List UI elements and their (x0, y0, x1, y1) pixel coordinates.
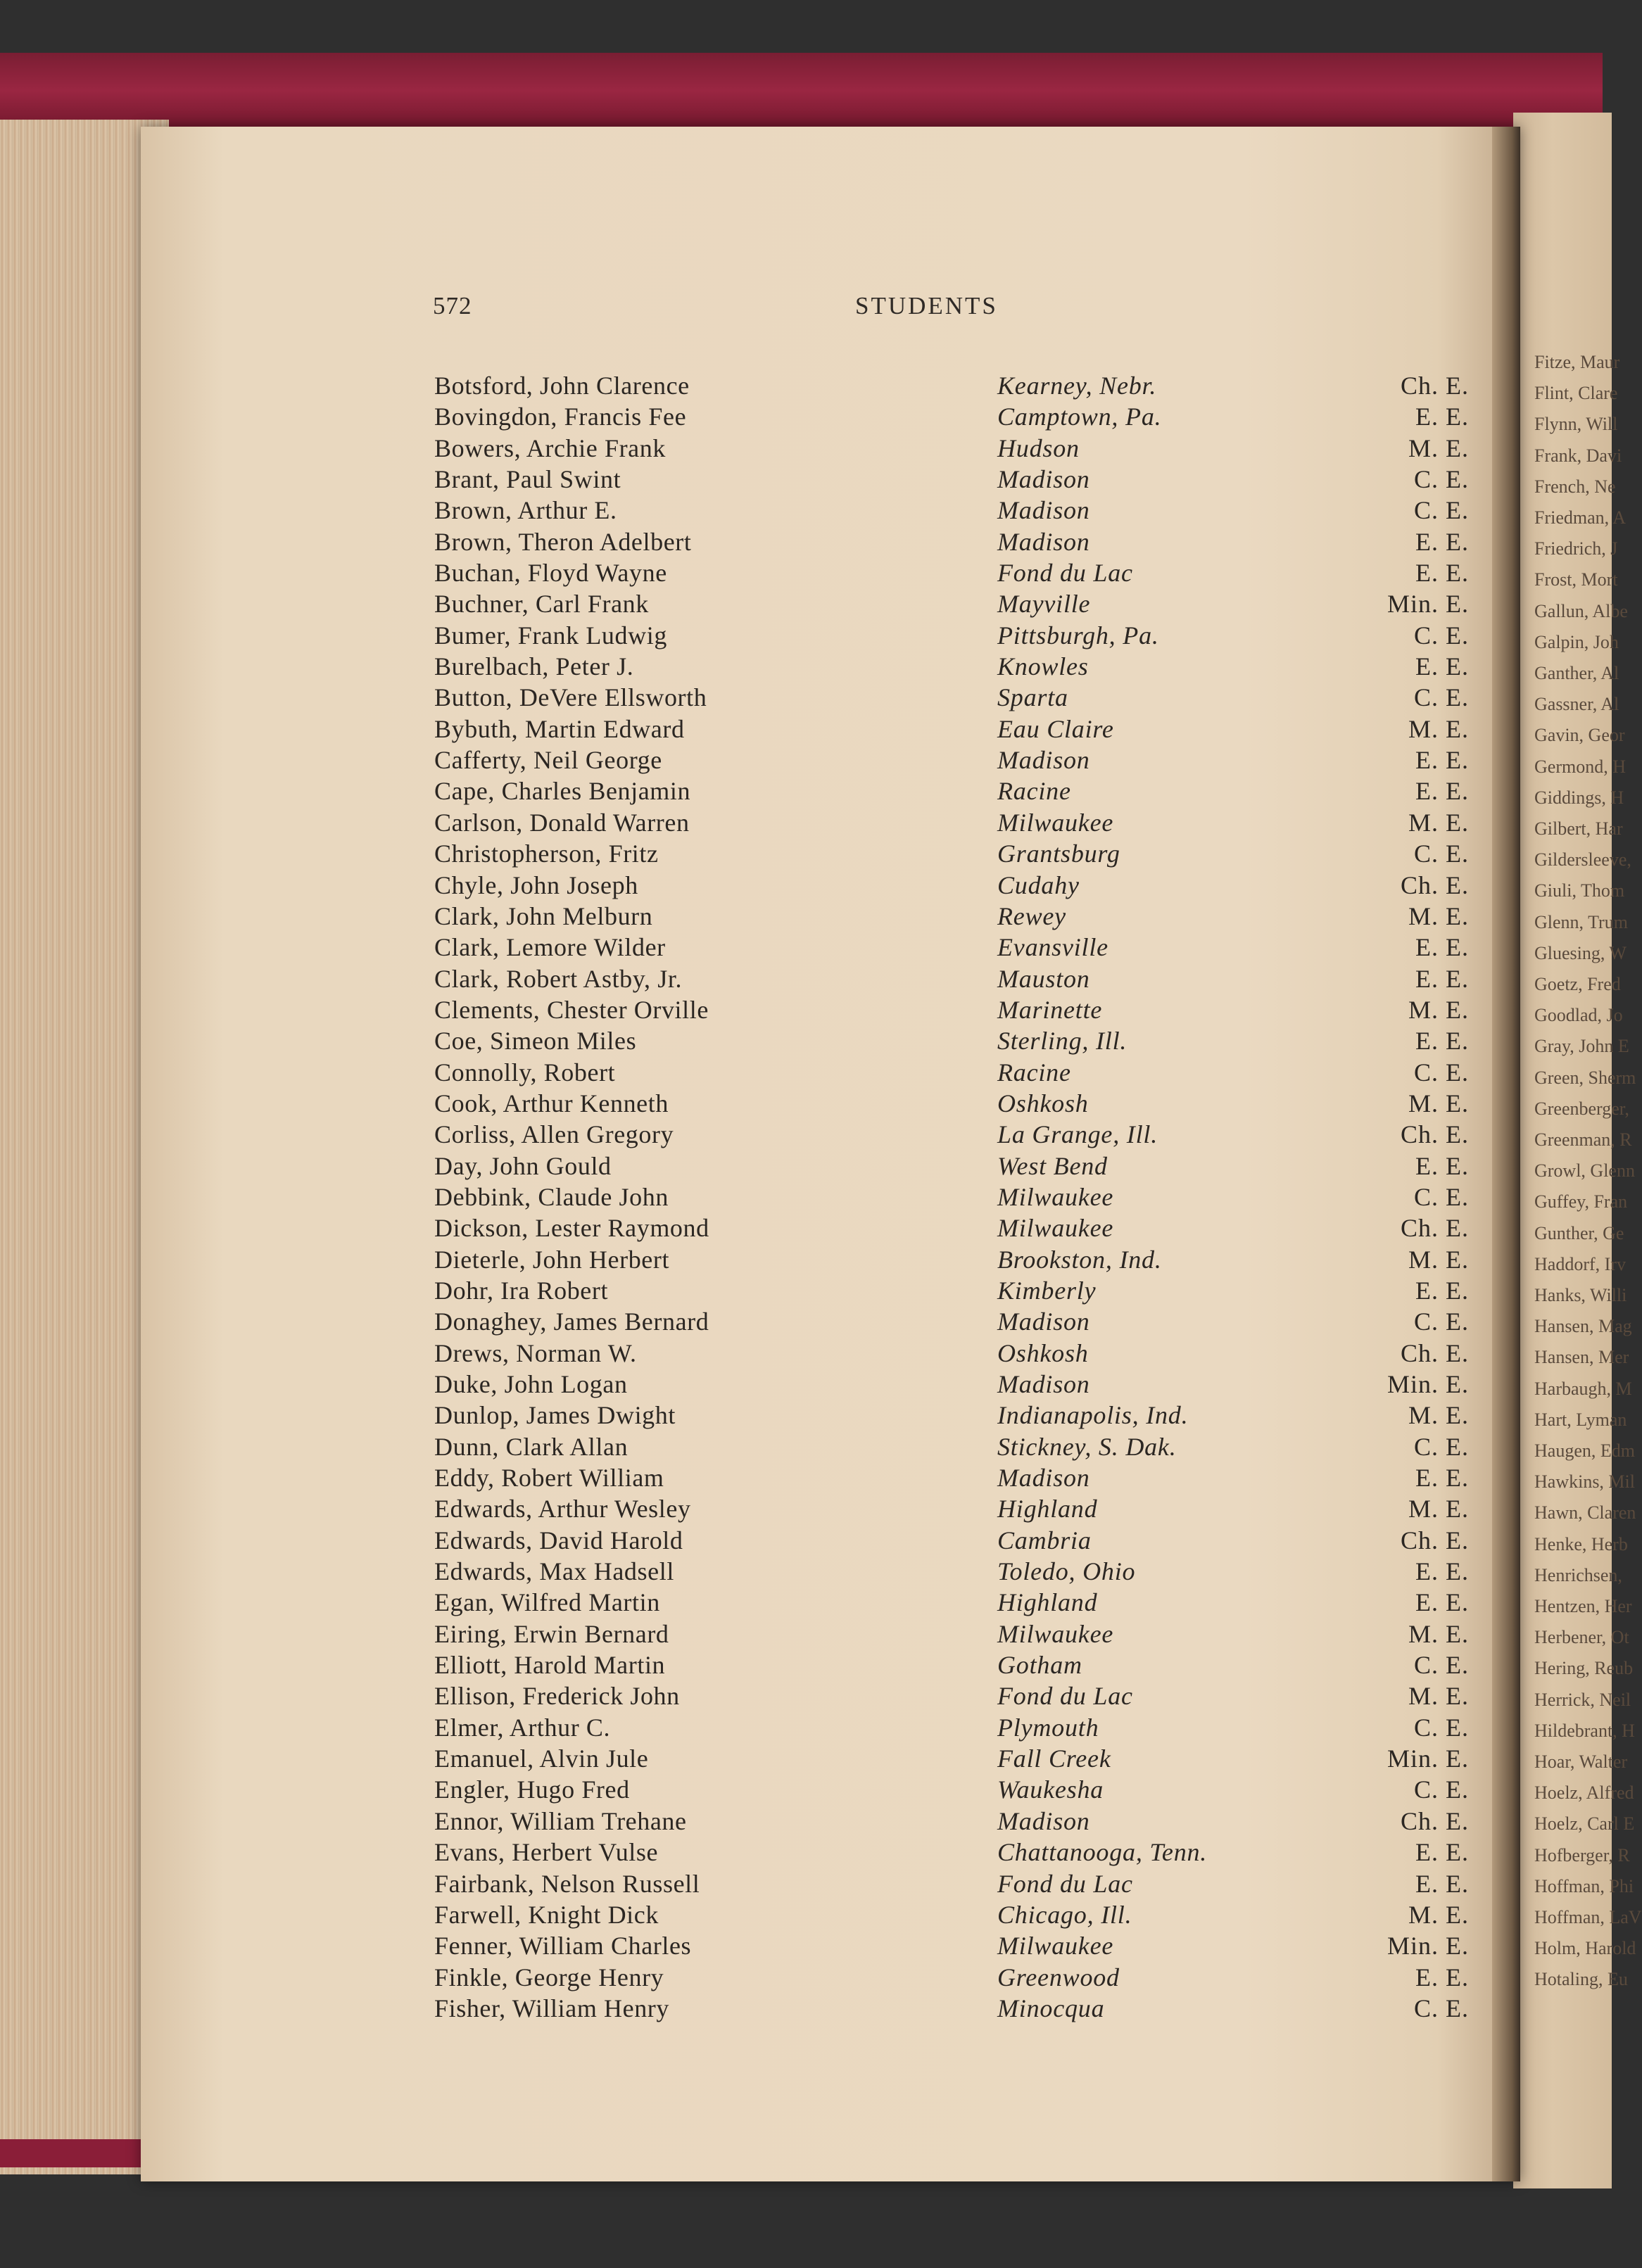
student-hometown: Kimberly (997, 1276, 1097, 1305)
student-name: Fairbank, Nelson Russell (434, 1869, 700, 1898)
student-entry (434, 836, 1469, 867)
student-degree: Min. E. (1387, 1744, 1469, 1773)
student-entry (434, 680, 1469, 711)
student-hometown: Cudahy (997, 870, 1080, 899)
student-name: Corliss, Allen Gregory (434, 1120, 674, 1149)
student-name: Coe, Simeon Miles (434, 1027, 637, 1056)
student-hometown: Milwaukee (997, 1619, 1114, 1648)
student-degree: Ch. E. (1400, 1214, 1469, 1243)
student-degree: E. E. (1415, 1027, 1469, 1056)
student-entry (434, 1179, 1469, 1210)
student-degree: C. E. (1413, 621, 1469, 650)
student-name: Brant, Paul Swint (434, 465, 621, 494)
student-hometown: Fond du Lac (997, 1869, 1133, 1898)
student-entry (434, 1804, 1469, 1835)
student-name: Carlson, Donald Warren (434, 808, 690, 837)
student-hometown: Madison (997, 1464, 1090, 1493)
student-hometown: La Grange, Ill. (997, 1120, 1158, 1149)
student-hometown: Greenwood (997, 1963, 1120, 1991)
student-entry (434, 1585, 1469, 1616)
student-entry (434, 462, 1469, 493)
student-name: Brown, Theron Adelbert (434, 527, 692, 556)
facing-page-entry: Hoelz, Carl E (1534, 1813, 1635, 1835)
student-hometown: Madison (997, 465, 1090, 494)
facing-page-entry: Herbener, Ot (1534, 1627, 1629, 1648)
student-entry (434, 1023, 1469, 1054)
facing-page-entry: Hawkins, Mil (1534, 1471, 1635, 1493)
student-name: Ennor, William Trehane (434, 1806, 687, 1835)
student-hometown: Brookston, Ind. (997, 1245, 1162, 1274)
student-degree: C. E. (1413, 1058, 1469, 1087)
student-entry (434, 1835, 1469, 1865)
facing-page-entry: French, Ne (1534, 476, 1616, 497)
student-name: Buchner, Carl Frank (434, 590, 649, 619)
student-degree: Ch. E. (1400, 1120, 1469, 1149)
student-degree: E. E. (1415, 403, 1469, 431)
student-degree: E. E. (1415, 1464, 1469, 1493)
facing-page-entry: Hanks, Willi (1534, 1285, 1627, 1305)
student-entry (434, 555, 1469, 586)
student-name: Botsford, John Clarence (434, 372, 690, 400)
student-name: Dickson, Lester Raymond (434, 1214, 709, 1243)
student-name: Cape, Charles Benjamin (434, 777, 691, 806)
student-hometown: Oshkosh (997, 1089, 1089, 1117)
student-hometown: Evansville (997, 933, 1109, 962)
facing-page-entry: Hering, Reub (1534, 1658, 1634, 1679)
student-name: Ellison, Frederick John (434, 1682, 680, 1711)
student-entry (434, 1242, 1469, 1273)
facing-page-entry: Hoffman, Phi (1534, 1875, 1634, 1896)
facing-page-entry: Guffey, Fran (1534, 1191, 1628, 1212)
student-degree: M. E. (1408, 808, 1469, 837)
student-name: Eiring, Erwin Bernard (434, 1619, 669, 1648)
student-hometown: Grantsburg (997, 840, 1120, 868)
student-degree: E. E. (1415, 777, 1469, 806)
student-name: Drews, Norman W. (434, 1338, 637, 1367)
facing-page-entry: Gilbert, Har (1534, 818, 1623, 839)
student-name: Bovingdon, Francis Fee (434, 403, 687, 431)
facing-page-entry: Frank, Davi (1534, 445, 1622, 466)
student-entry (434, 1928, 1469, 1959)
student-name: Donaghey, James Bernard (434, 1307, 709, 1336)
student-entry (434, 1055, 1469, 1086)
student-entry (434, 1991, 1469, 2022)
student-hometown: Chattanooga, Tenn. (997, 1838, 1208, 1867)
student-name: Dunlop, James Dwight (434, 1401, 676, 1430)
student-name: Clark, John Melburn (434, 901, 653, 930)
student-name: Christopherson, Fritz (434, 840, 659, 868)
student-entry (434, 1367, 1469, 1398)
student-hometown: Madison (997, 1806, 1090, 1835)
student-entry (434, 1866, 1469, 1897)
facing-page-entry: Growl, Glenn (1534, 1160, 1635, 1181)
student-degree: M. E. (1408, 901, 1469, 930)
student-entry (434, 1460, 1469, 1491)
student-name: Buchan, Floyd Wayne (434, 559, 667, 588)
student-name: Emanuel, Alvin Jule (434, 1744, 649, 1773)
student-hometown: Pittsburgh, Pa. (997, 621, 1159, 650)
facing-page-entry: Gassner, Al (1534, 694, 1619, 715)
student-entry (434, 431, 1469, 462)
student-entry (434, 1960, 1469, 1991)
facing-page-entry: Ganther, Al (1534, 663, 1619, 683)
student-entry (434, 1148, 1469, 1179)
student-degree: E. E. (1415, 1588, 1469, 1617)
facing-page-entry: Hofberger, R (1534, 1844, 1630, 1865)
student-hometown: Madison (997, 527, 1090, 556)
student-entry (434, 1772, 1469, 1803)
student-hometown: Knowles (997, 652, 1089, 681)
student-list (434, 368, 1469, 2022)
student-hometown: Milwaukee (997, 808, 1114, 837)
student-name: Dohr, Ira Robert (434, 1276, 609, 1305)
student-degree: Min. E. (1387, 1370, 1469, 1398)
student-name: Connolly, Robert (434, 1058, 616, 1087)
student-name: Farwell, Knight Dick (434, 1900, 659, 1929)
student-name: Button, DeVere Ellsworth (434, 683, 707, 712)
student-entry (434, 649, 1469, 680)
facing-page-entry: Greenman, R (1534, 1129, 1632, 1150)
student-hometown: Sterling, Ill. (997, 1027, 1128, 1056)
facing-page-entry: Haugen, Edm (1534, 1440, 1635, 1461)
facing-page-entry: Frost, Mort (1534, 569, 1618, 590)
student-hometown: Milwaukee (997, 1932, 1114, 1960)
student-hometown: Madison (997, 746, 1090, 775)
facing-page-entry: Holm, Harold (1534, 1938, 1636, 1959)
student-entry (434, 899, 1469, 930)
facing-page-entry: Goodlad, Jo (1534, 1005, 1623, 1026)
student-entry (434, 868, 1469, 899)
facing-page-entry: Giuli, Thom (1534, 880, 1625, 901)
facing-page-entry: Friedrich, J (1534, 538, 1618, 559)
student-degree: Ch. E. (1400, 1806, 1469, 1835)
student-entry (434, 1491, 1469, 1522)
facing-page-entry: Hentzen, Her (1534, 1596, 1632, 1616)
facing-page-entry: Gray, John E (1534, 1036, 1629, 1057)
student-degree: E. E. (1415, 933, 1469, 962)
student-hometown: Plymouth (997, 1713, 1099, 1742)
student-name: Fenner, William Charles (434, 1932, 692, 1960)
student-entry (434, 805, 1469, 836)
facing-page-entry: Henke, Herb (1534, 1533, 1628, 1554)
facing-page-entry: Hawn, Claren (1534, 1502, 1636, 1523)
student-entry (434, 1086, 1469, 1117)
student-name: Elmer, Arthur C. (434, 1713, 611, 1742)
student-degree: E. E. (1415, 1557, 1469, 1586)
facing-page-entry: Hansen, Mer (1534, 1347, 1629, 1368)
student-degree: E. E. (1415, 1151, 1469, 1180)
student-name: Egan, Wilfred Martin (434, 1588, 660, 1617)
student-entry (434, 992, 1469, 1023)
student-name: Edwards, David Harold (434, 1526, 683, 1554)
student-hometown: Cambria (997, 1526, 1092, 1554)
student-name: Fisher, William Henry (434, 1994, 669, 2022)
student-entry (434, 399, 1469, 430)
facing-page-entry: Fitze, Maur (1534, 352, 1620, 372)
student-degree: Min. E. (1387, 590, 1469, 619)
student-entry (434, 1647, 1469, 1678)
student-degree: M. E. (1408, 1245, 1469, 1274)
facing-page-entry: Harbaugh, M (1534, 1378, 1632, 1399)
facing-page-entry: Gavin, Geor (1534, 725, 1625, 746)
facing-page-entry: Hildebrant, H (1534, 1720, 1635, 1741)
student-hometown: Gotham (997, 1651, 1082, 1680)
student-degree: M. E. (1408, 714, 1469, 743)
student-hometown: Madison (997, 1370, 1090, 1398)
student-degree: Ch. E. (1400, 1338, 1469, 1367)
student-hometown: Fond du Lac (997, 1682, 1133, 1711)
student-hometown: Racine (997, 1058, 1071, 1087)
student-entry (434, 368, 1469, 399)
student-degree: C. E. (1413, 1432, 1469, 1461)
student-name: Debbink, Claude John (434, 1182, 669, 1211)
student-entry (434, 1398, 1469, 1428)
student-degree: E. E. (1415, 527, 1469, 556)
student-name: Eddy, Robert William (434, 1464, 664, 1493)
student-degree: M. E. (1408, 1900, 1469, 1929)
facing-page-entry: Giddings, H (1534, 787, 1624, 808)
student-name: Clements, Chester Orville (434, 995, 709, 1024)
student-entry (434, 773, 1469, 804)
student-degree: E. E. (1415, 652, 1469, 681)
facing-page-entry: Hoelz, Alfred (1534, 1782, 1634, 1804)
student-hometown: Fall Creek (997, 1744, 1111, 1773)
student-name: Edwards, Arthur Wesley (434, 1495, 691, 1523)
student-degree: M. E. (1408, 1089, 1469, 1117)
student-hometown: Kearney, Nebr. (997, 372, 1157, 400)
student-name: Cook, Arthur Kenneth (434, 1089, 669, 1117)
student-name: Chyle, John Joseph (434, 870, 638, 899)
student-hometown: Chicago, Ill. (997, 1900, 1132, 1929)
facing-page-entry: Galpin, Joh (1534, 631, 1619, 652)
student-name: Duke, John Logan (434, 1370, 628, 1398)
facing-page-entry: Hart, Lyman (1534, 1409, 1627, 1430)
student-degree: C. E. (1413, 1994, 1469, 2022)
student-name: Bybuth, Martin Edward (434, 714, 685, 743)
student-hometown: Highland (997, 1588, 1098, 1617)
student-entry (434, 1117, 1469, 1148)
student-entry (434, 586, 1469, 617)
student-degree: E. E. (1415, 1963, 1469, 1991)
student-entry (434, 1273, 1469, 1304)
student-hometown: Waukesha (997, 1775, 1104, 1804)
student-degree: E. E. (1415, 964, 1469, 993)
student-entry (434, 711, 1469, 742)
student-degree: C. E. (1413, 496, 1469, 525)
student-hometown: Minocqua (997, 1994, 1105, 2022)
student-name: Dunn, Clark Allan (434, 1432, 629, 1461)
book-gutter (1492, 127, 1520, 2181)
book-cover-cloth (0, 53, 1603, 137)
student-name: Engler, Hugo Fred (434, 1775, 630, 1804)
student-name: Bumer, Frank Ludwig (434, 621, 667, 650)
student-hometown: Stickney, S. Dak. (997, 1432, 1177, 1461)
student-name: Brown, Arthur E. (434, 496, 617, 525)
student-entry (434, 1304, 1469, 1335)
student-hometown: Racine (997, 777, 1071, 806)
student-entry (434, 1616, 1469, 1647)
student-degree: C. E. (1413, 683, 1469, 712)
facing-page-entry: Flint, Clare (1534, 383, 1618, 404)
facing-page-entry: Hotaling, Eu (1534, 1969, 1628, 1990)
student-hometown: Marinette (997, 995, 1103, 1024)
facing-page-entry: Hoffman, LaV (1534, 1907, 1642, 1927)
student-degree: M. E. (1408, 995, 1469, 1024)
student-entry (434, 1554, 1469, 1585)
page-title: STUDENTS (855, 292, 998, 319)
facing-page-entry: Hansen, Mag (1534, 1316, 1632, 1337)
student-name: Cafferty, Neil George (434, 746, 662, 775)
student-hometown: Camptown, Pa. (997, 403, 1162, 431)
student-degree: E. E. (1415, 746, 1469, 775)
student-degree: Ch. E. (1400, 1526, 1469, 1554)
student-name: Evans, Herbert Vulse (434, 1838, 659, 1867)
student-degree: M. E. (1408, 1495, 1469, 1523)
student-hometown: West Bend (997, 1151, 1108, 1180)
student-degree: C. E. (1413, 1713, 1469, 1742)
facing-page-entry: Haddorf, Irv (1534, 1253, 1626, 1274)
facing-page-entry: Friedman, A (1534, 507, 1626, 528)
student-hometown: Toledo, Ohio (997, 1557, 1136, 1586)
student-degree: M. E. (1408, 433, 1469, 462)
facing-page-entry: Flynn, Will (1534, 414, 1618, 435)
student-hometown: Rewey (997, 901, 1066, 930)
student-hometown: Indianapolis, Ind. (997, 1401, 1189, 1430)
facing-page-entry: Hoar, Walter (1534, 1751, 1628, 1772)
facing-page-entry: Germond, H (1534, 756, 1626, 777)
student-hometown: Fond du Lac (997, 559, 1133, 588)
student-entry (434, 618, 1469, 649)
student-degree: M. E. (1408, 1682, 1469, 1711)
student-degree: E. E. (1415, 1838, 1469, 1867)
student-entry (434, 1678, 1469, 1709)
student-entry (434, 524, 1469, 555)
facing-page-entry: Gallun, Albe (1534, 600, 1628, 621)
student-degree: E. E. (1415, 1869, 1469, 1898)
student-hometown: Milwaukee (997, 1182, 1114, 1211)
student-degree: C. E. (1413, 1651, 1469, 1680)
student-degree: Min. E. (1387, 1932, 1469, 1960)
student-name: Clark, Lemore Wilder (434, 933, 666, 962)
student-hometown: Sparta (997, 683, 1068, 712)
student-entry (434, 742, 1469, 773)
student-entry (434, 493, 1469, 524)
student-name: Day, John Gould (434, 1151, 612, 1180)
student-degree: C. E. (1413, 840, 1469, 868)
student-name: Bowers, Archie Frank (434, 433, 666, 462)
student-entry (434, 1897, 1469, 1928)
student-name: Edwards, Max Hadsell (434, 1557, 674, 1586)
facing-page-entry: Gildersleeve, (1534, 849, 1631, 870)
facing-page-entry: Herrick, Neil (1534, 1689, 1631, 1710)
facing-page-entry: Gunther, Ge (1534, 1222, 1624, 1243)
student-hometown: Madison (997, 496, 1090, 525)
student-name: Burelbach, Peter J. (434, 652, 634, 681)
student-degree: C. E. (1413, 1775, 1469, 1804)
student-hometown: Mayville (997, 590, 1091, 619)
facing-page (1513, 113, 1642, 2188)
student-entry (434, 1336, 1469, 1367)
student-hometown: Oshkosh (997, 1338, 1089, 1367)
student-degree: M. E. (1408, 1401, 1469, 1430)
student-degree: E. E. (1415, 559, 1469, 588)
facing-page-entry: Greenberger, (1534, 1098, 1629, 1119)
student-entry (434, 930, 1469, 961)
student-entry (434, 1741, 1469, 1772)
student-degree: M. E. (1408, 1619, 1469, 1648)
facing-page-entry: Henrichsen, (1534, 1564, 1622, 1585)
student-hometown: Eau Claire (997, 714, 1114, 743)
student-name: Clark, Robert Astby, Jr. (434, 964, 683, 993)
student-hometown: Madison (997, 1307, 1090, 1336)
student-hometown: Milwaukee (997, 1214, 1114, 1243)
student-degree: Ch. E. (1400, 372, 1469, 400)
student-hometown: Mauston (997, 964, 1090, 993)
student-entry (434, 1210, 1469, 1241)
facing-page-entry: Glenn, Trum (1534, 911, 1628, 932)
student-degree: Ch. E. (1400, 870, 1469, 899)
facing-page-entry: Gluesing, W (1534, 942, 1627, 963)
student-hometown: Hudson (997, 433, 1080, 462)
facing-page-entry: Green, Sherm (1534, 1067, 1636, 1088)
student-entry (434, 1429, 1469, 1460)
student-name: Dieterle, John Herbert (434, 1245, 670, 1274)
student-entry (434, 1710, 1469, 1741)
student-entry (434, 961, 1469, 992)
page-number: 572 (433, 292, 472, 319)
student-degree: C. E. (1413, 465, 1469, 494)
student-entry (434, 1523, 1469, 1554)
student-degree: E. E. (1415, 1276, 1469, 1305)
student-hometown: Highland (997, 1495, 1098, 1523)
facing-page-entry: Goetz, Fred (1534, 974, 1621, 994)
student-name: Elliott, Harold Martin (434, 1651, 666, 1680)
student-degree: C. E. (1413, 1182, 1469, 1211)
student-name: Finkle, George Henry (434, 1963, 664, 1991)
student-degree: C. E. (1413, 1307, 1469, 1336)
